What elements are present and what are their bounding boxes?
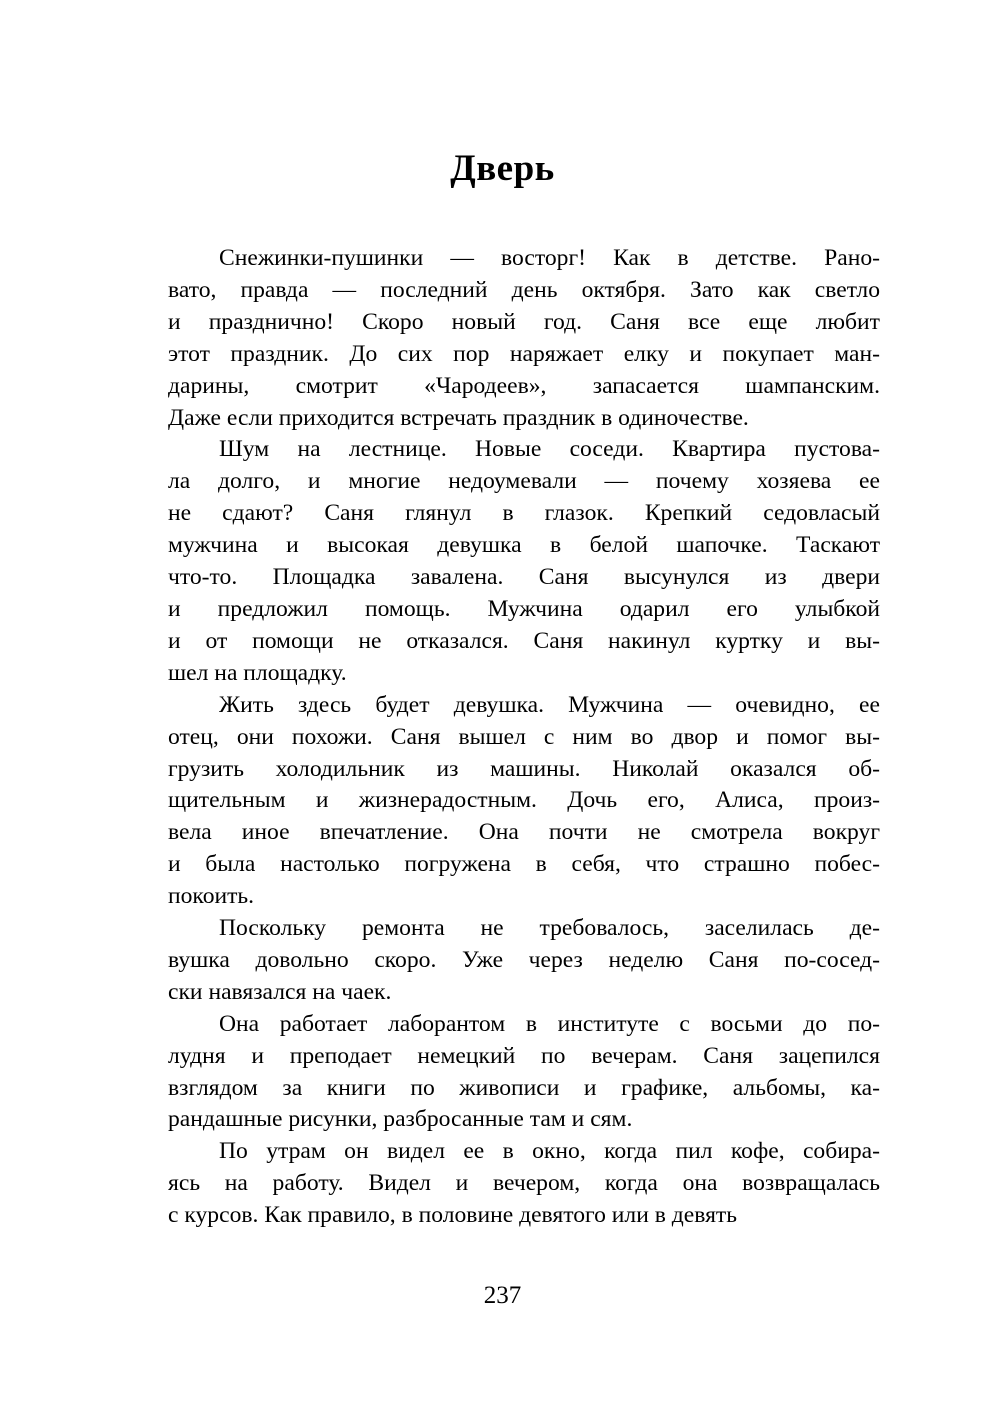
text-line: шел на площадку. bbox=[168, 659, 347, 686]
text-line: щительным и жизнерадостным. Дочь его, Алиса, произ- bbox=[168, 787, 880, 814]
text-line: с курсов. Как правило, в половине девятого или в девять bbox=[168, 1202, 738, 1229]
text-line: ясь на работу. Видел и вечером, когда она возвращалась bbox=[168, 1170, 880, 1197]
text-line: Снежинки-пушинки — восторг! Как в детстве. Рано- bbox=[219, 245, 880, 271]
text-line: покоить. bbox=[168, 883, 255, 910]
paragraph bbox=[168, 434, 880, 689]
text-line: и от помощи не отказался. Саня накинул куртку и вы- bbox=[168, 627, 880, 654]
text-line: и празднично! Скоро новый год. Саня все еще любит bbox=[168, 308, 880, 335]
text-line: этот праздник. До сих пор наряжает елку и покупает ман- bbox=[168, 340, 880, 367]
text-line: вушка довольно скоро. Уже через неделю Саня по-сосед- bbox=[168, 946, 880, 973]
page-number: 237 bbox=[483, 1282, 522, 1309]
text-line: грузить холодильник из машины. Николай оказался об- bbox=[168, 755, 880, 782]
text-line: что-то. Площадка завалена. Саня высунулся из двери bbox=[168, 564, 880, 591]
text-line: Шум на лестнице. Новые соседи. Квартира пустова- bbox=[219, 436, 880, 463]
text-line: По утрам он видел ее в окно, когда пил кофе, собира- bbox=[219, 1138, 880, 1165]
text-line: отец, они похожи. Саня вышел с ним во двор и помог вы- bbox=[168, 723, 880, 750]
text-line: рандашные рисунки, разбросанные там и сям. bbox=[168, 1106, 633, 1133]
text-line: Она работает лаборантом в институте с восьми до по- bbox=[219, 1010, 880, 1037]
text-line: взглядом за книги по живописи и графике, альбомы, ка- bbox=[168, 1074, 880, 1101]
text-line: ла долго, и многие недоумевали — почему хозяева ее bbox=[168, 468, 880, 495]
paragraph bbox=[168, 243, 880, 434]
chapter-title: Дверь bbox=[450, 147, 555, 189]
paragraph bbox=[168, 1136, 880, 1232]
text-line: и была настолько погружена в себя, что страшно побес- bbox=[168, 851, 880, 878]
paragraph bbox=[168, 1009, 880, 1137]
text-line: Поскольку ремонта не требовалось, заселилась де- bbox=[219, 915, 880, 942]
text-line: дарины, смотрит «Чародеев», запасается шампанским. bbox=[168, 372, 880, 399]
text-line: вела иное впечатление. Она почти не смотрела вокруг bbox=[168, 819, 880, 846]
paragraph bbox=[168, 913, 880, 1009]
text-line: ски навязался на чаек. bbox=[168, 978, 392, 1005]
text-line: Даже если приходится встречать праздник в одиночестве. bbox=[168, 404, 749, 431]
text-line: вато, правда — последний день октября. Зато как светло bbox=[168, 276, 880, 303]
paragraph bbox=[168, 690, 880, 913]
text-line: лудня и преподает немецкий по вечерам. Саня зацепился bbox=[168, 1042, 880, 1069]
text-line: и предложил помощь. Мужчина одарил его улыбкой bbox=[168, 595, 880, 622]
text-line: Жить здесь будет девушка. Мужчина — очевидно, ее bbox=[219, 691, 880, 718]
body-text bbox=[168, 243, 880, 1232]
text-line: мужчина и высокая девушка в белой шапочке. Таскают bbox=[168, 532, 880, 559]
text-line: не сдают? Саня глянул в глазок. Крепкий седовласый bbox=[168, 500, 880, 527]
